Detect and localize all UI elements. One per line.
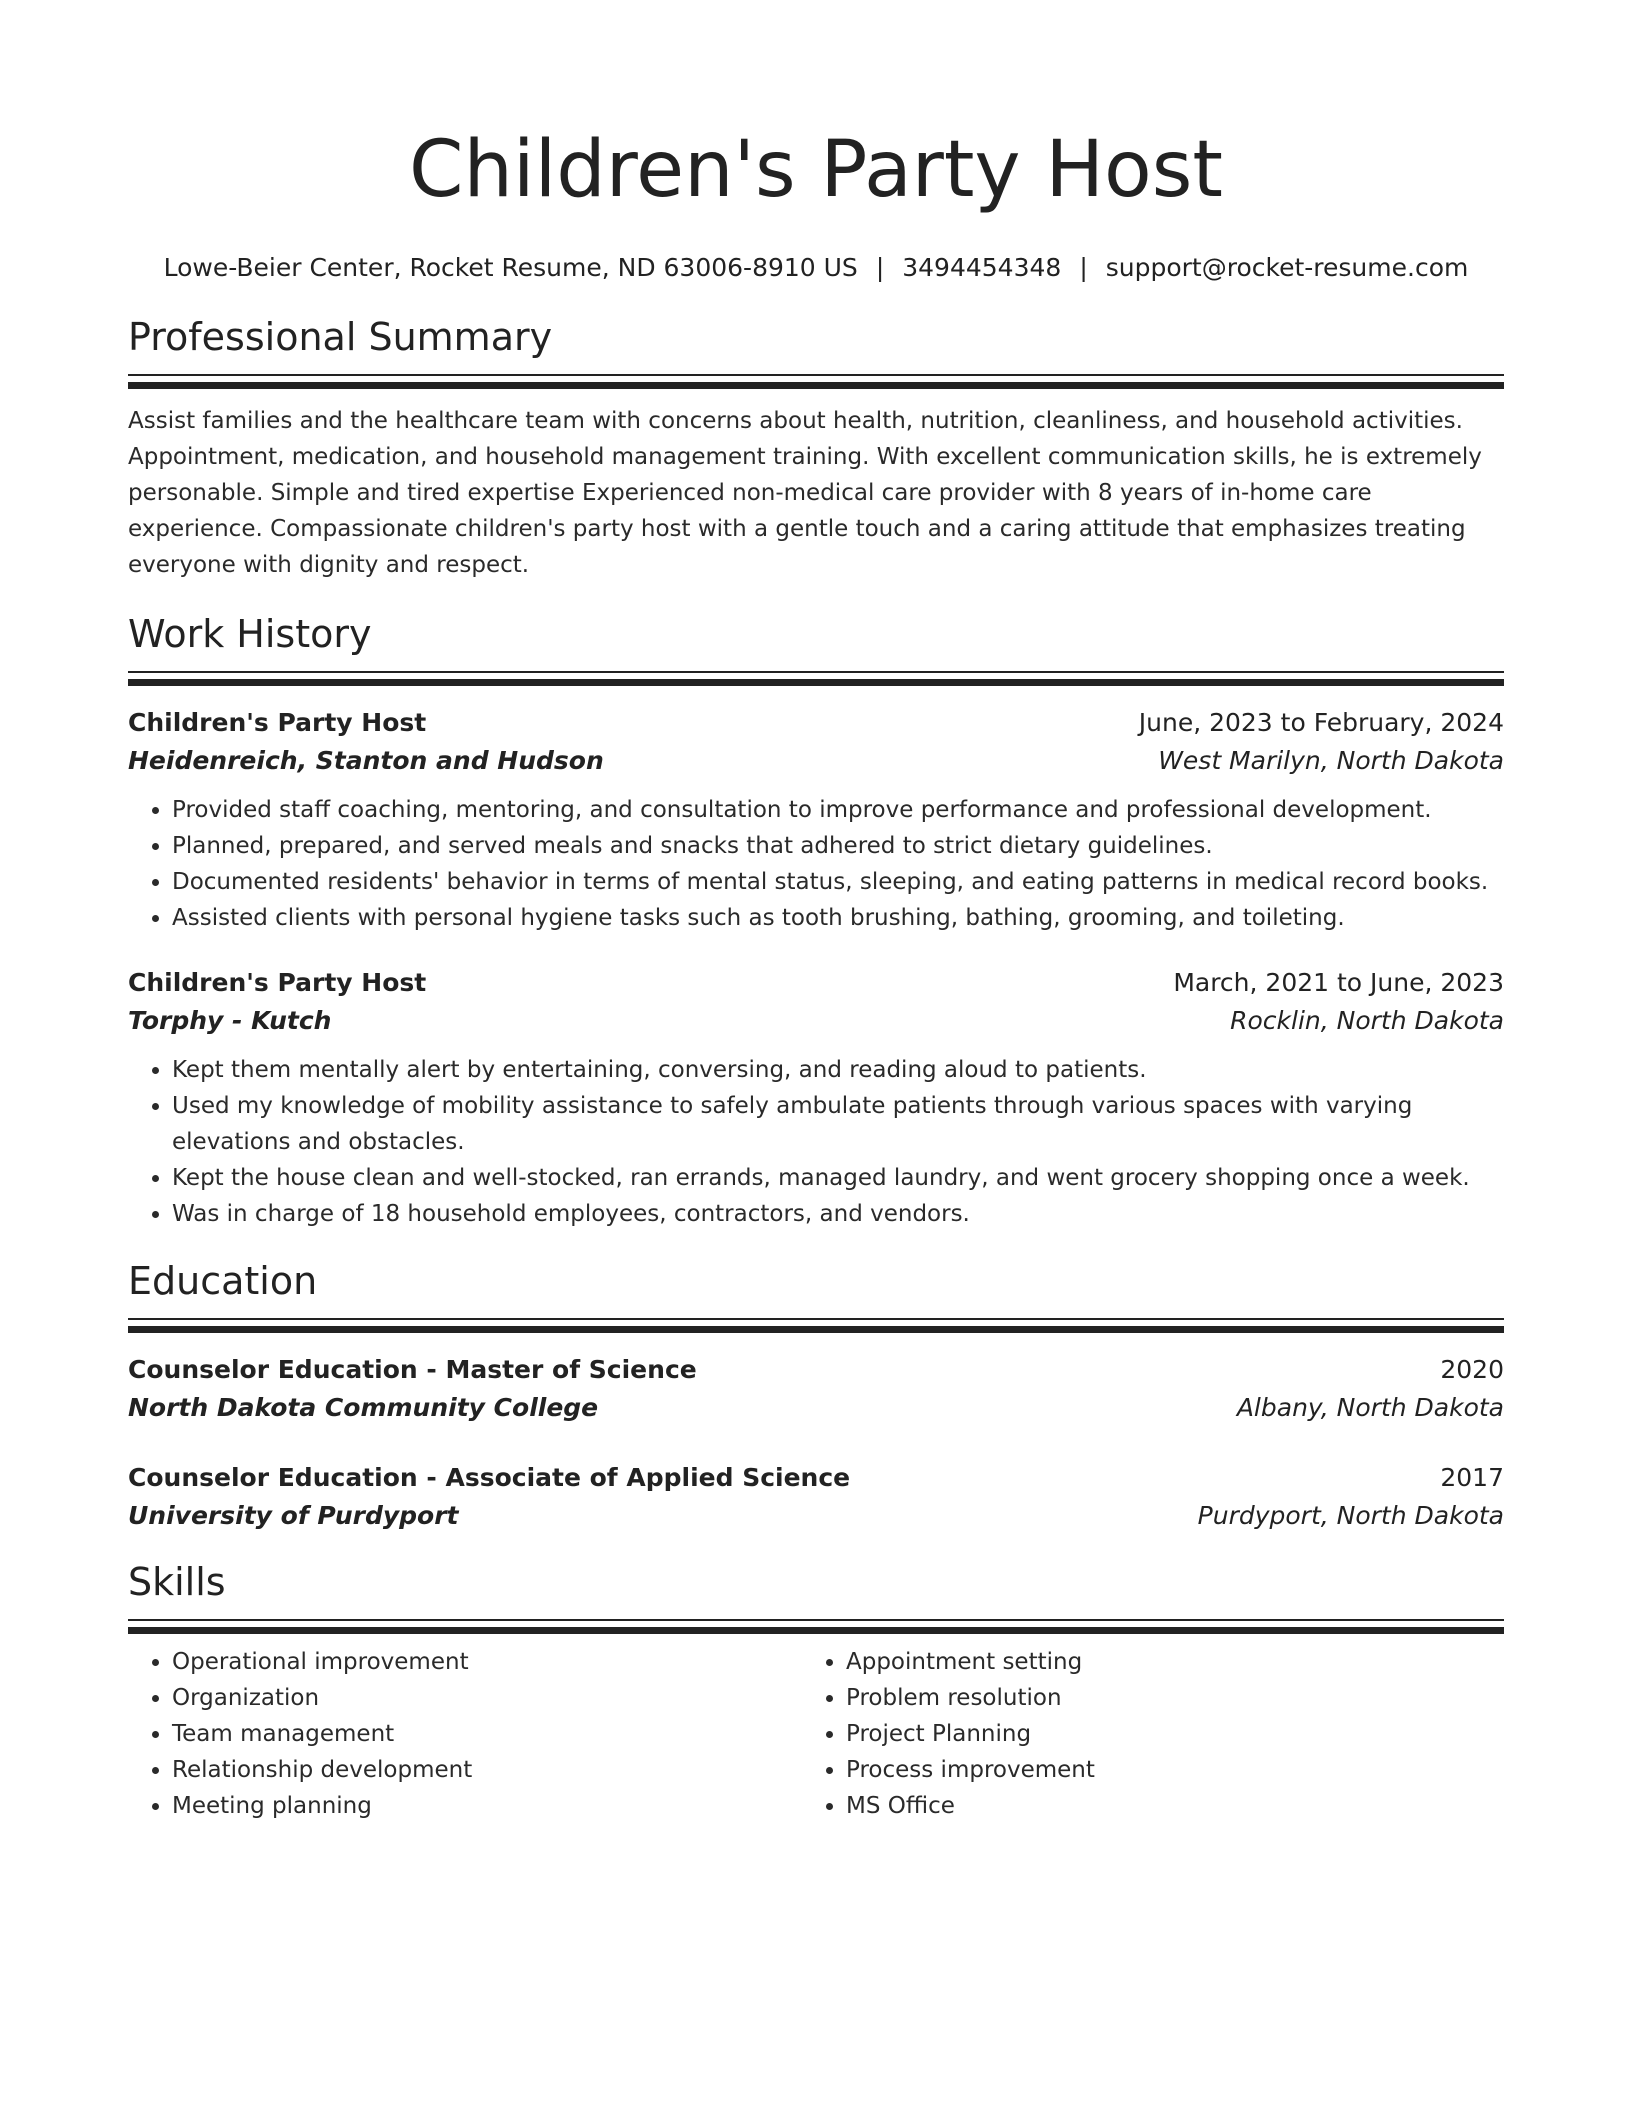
list-item: • Team management [172,1716,802,1752]
list-item: • Relationship development [172,1752,802,1788]
job-entry [128,964,1504,1232]
list-item: • Used my knowledge of mobility assistance to safely ambulate patients through various spaces with varying elevations and obstacles. [172,1088,1504,1160]
job-location: Rocklin, North Dakota [1230,1006,1504,1035]
job-bullets [128,792,1504,936]
list-item: • Meeting planning [172,1788,802,1824]
resume-page [128,0,1504,1824]
school-location: Purdyport, North Dakota [1197,1501,1504,1530]
list-item: • Kept them mentally alert by entertaining, conversing, and reading aloud to patients. [172,1052,1504,1088]
section-title-summary: Professional Summary [128,315,553,359]
list-item: • MS Office [846,1788,1476,1824]
list-item: • Documented residents' behavior in terms of mental status, sleeping, and eating patterns in medical record books. [172,864,1504,900]
education-entry [128,1351,1504,1427]
job-company: Heidenreich, Stanton and Hudson [128,746,604,775]
section-title-education: Education [128,1259,318,1303]
school-name: University of Purdyport [128,1501,459,1530]
list-item: • Project Planning [846,1716,1476,1752]
job-bullets [128,1052,1504,1232]
candidate-name: Children's Party Host [409,125,1223,215]
summary-section [128,314,1504,583]
job-entry [128,704,1504,936]
list-item: • Operational improvement [172,1644,802,1680]
list-item: • Process improvement [846,1752,1476,1788]
contact-separator: | [1079,253,1088,282]
work-history-section [128,611,1504,1232]
degree-title: Counselor Education - Master of Science [128,1355,697,1384]
section-divider [128,671,1504,686]
job-dates: March, 2021 to June, 2023 [1173,968,1504,997]
summary-text: Assist families and the healthcare team with concerns about health, nutrition, cleanliness, and household activities. Appointment, medication, and household management training. With excellent communication skills, he is extremely personable. Simple and tired expertise Experienced non-medical care provider with 8 years of in-home care experience. Compassionate children's party host with a gentle touch and a caring attitude that emphasizes treating everyone with dignity and respect. [128,408,1482,578]
contact-address: Lowe-Beier Center, Rocket Resume, ND 63006-8910 US [163,253,858,282]
section-divider [128,1619,1504,1634]
list-item: • Kept the house clean and well-stocked, ran errands, managed laundry, and went grocery shopping once a week. [172,1160,1504,1196]
list-item: • Planned, prepared, and served meals and snacks that adhered to strict dietary guidelines. [172,828,1504,864]
list-item: • Provided staff coaching, mentoring, and consultation to improve performance and professional development. [172,792,1504,828]
job-title: Children's Party Host [128,968,427,997]
list-item: • Problem resolution [846,1680,1476,1716]
graduation-year: 2017 [1440,1463,1504,1492]
graduation-year: 2020 [1440,1355,1504,1384]
contact-line [128,252,1504,284]
contact-phone: 3494454348 [902,253,1062,282]
school-name: North Dakota Community College [128,1393,599,1422]
skills-section [128,1559,1504,1824]
skills-columns [128,1644,1504,1824]
skills-list-left [128,1644,802,1824]
job-title: Children's Party Host [128,708,427,737]
section-divider [128,374,1504,389]
job-location: West Marilyn, North Dakota [1158,746,1504,775]
job-dates: June, 2023 to February, 2024 [1138,708,1504,737]
degree-title: Counselor Education - Associate of Applied Science [128,1463,851,1492]
education-entry [128,1459,1504,1535]
school-location: Albany, North Dakota [1236,1393,1504,1422]
education-section [128,1258,1504,1535]
section-title-work-history: Work History [128,612,372,656]
section-divider [128,1318,1504,1333]
list-item: • Was in charge of 18 household employees, contractors, and vendors. [172,1196,1504,1232]
list-item: • Assisted clients with personal hygiene tasks such as tooth brushing, bathing, grooming, and toileting. [172,900,1504,936]
contact-email: support@rocket-resume.com [1105,253,1469,282]
list-item: • Organization [172,1680,802,1716]
job-company: Torphy - Kutch [128,1006,332,1035]
skills-list-right [802,1644,1476,1824]
section-title-skills: Skills [128,1560,226,1604]
contact-separator: | [875,253,885,282]
list-item: • Appointment setting [846,1644,1476,1680]
